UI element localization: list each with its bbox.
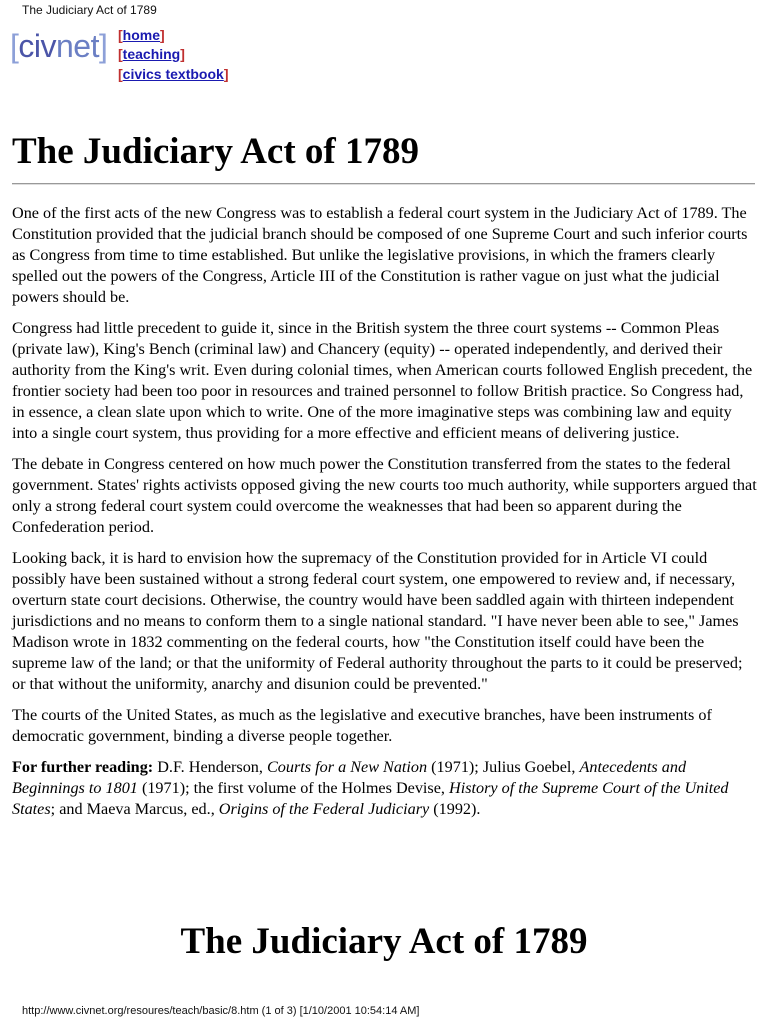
further-reading-label: For further reading:	[12, 758, 154, 776]
horizontal-rule	[12, 183, 755, 185]
civnet-logo[interactable]: [civnet]	[10, 28, 108, 64]
book-title: Antecedents and Beginnings to 1801	[12, 758, 687, 797]
article-body	[12, 203, 757, 830]
paragraph: Looking back, it is hard to envision how the supremacy of the Constitution provided for in Article VI could possibly have been sustained without a strong federal court system, one empowered to review and, if necessary, overturn state court decisions. Otherwise, the country would have been saddled again with thirteen independent jurisdictions and no means to conform them to a single national standard. "I have never been able to see," James Madison wrote in 1832 commenting on the federal courts, how "the Constitution itself could have been the supreme law of the land; or that the uniformity of Federal authority throughout the parts to it could be preserved; or that without the uniformity, anarchy and disunion could be prevented."	[12, 549, 743, 693]
print-footer-url: http://www.civnet.org/resoures/teach/basic/8.htm (1 of 3) [1/10/2001 10:54:14 AM]	[22, 1005, 420, 1017]
book-title: History of the Supreme Court of the United States	[12, 779, 729, 818]
paragraph: Congress had little precedent to guide it, since in the British system the three court systems -- Common Pleas (private law), King's Bench (criminal law) and Chancery (equity) -- operated independently, and derived their authority from the King's writ. Even during colonial times, when American courts followed English precedent, the frontier society had been too poor in resources and trained personnel to follow British practice. So Congress had, in essence, a clean slate upon which to write. One of the more imaginative steps was combining law and equity into a single court system, thus providing for a more effective and efficient means of delivering justice.	[12, 319, 753, 442]
paragraph: The debate in Congress centered on how much power the Constitution transferred from the states to the federal government. States' rights activists opposed giving the new courts too much authority, while supporters argued that only a strong federal court system could overcome the weaknesses that had been so apparent during the Confederation period.	[12, 455, 757, 536]
nav-link-teaching[interactable]: [teaching]	[118, 46, 185, 62]
page-title: The Judiciary Act of 1789	[12, 131, 419, 172]
repeated-page-title: The Judiciary Act of 1789	[180, 921, 588, 962]
paragraph: The courts of the United States, as much as the legislative and executive branches, have been instruments of democratic government, binding a diverse people together.	[12, 706, 712, 745]
print-header-title: The Judiciary Act of 1789	[22, 3, 157, 17]
book-title: Origins of the Federal Judiciary	[218, 800, 430, 818]
further-reading: For further reading: D.F. Henderson, Courts for a New Nation (1971); Julius Goebel, Antecedents and Beginnings to 1801 (1971); the first volume of the Holmes Devise, History of the Supreme Court of the United States; and Maeva Marcus, ed., Origins of the Federal Judiciary (1992).	[12, 758, 729, 818]
paragraph: One of the first acts of the new Congress was to establish a federal court system in the Judiciary Act of 1789. The Constitution provided that the judicial branch should be composed of one Supreme Court and such inferior courts as Congress from time to time established. But unlike the legislative provisions, in which the framers clearly spelled out the powers of the Congress, Article III of the Constitution is rather vague on just what the judicial powers should be.	[12, 204, 748, 306]
site-header	[10, 26, 310, 86]
nav-link-civics-textbook[interactable]: [civics textbook]	[118, 66, 229, 82]
nav-link-home[interactable]: [home]	[118, 27, 165, 43]
book-title: Courts for a New Nation	[267, 758, 428, 776]
